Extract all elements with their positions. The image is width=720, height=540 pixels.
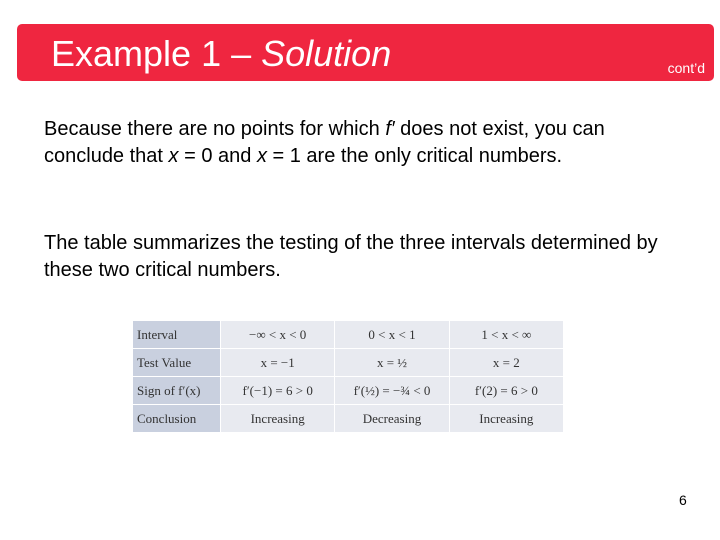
p1-text-2: does not exist, you can conclude that xyxy=(44,118,605,167)
table-cell: Increasing xyxy=(449,405,563,433)
slide-title-italic: Solution xyxy=(261,33,392,74)
table-row xyxy=(133,349,564,377)
table-cell: 0 < x < 1 xyxy=(335,321,449,349)
table-cell: f′(½) = −¾ < 0 xyxy=(335,377,449,405)
table-cell: x = 2 xyxy=(449,349,563,377)
title-bar xyxy=(17,24,714,81)
table-cell: x = ½ xyxy=(335,349,449,377)
row-header: Test Value xyxy=(133,349,221,377)
table-cell: 1 < x < ∞ xyxy=(449,321,563,349)
row-header: Conclusion xyxy=(133,405,221,433)
table-cell: f′(2) = 6 > 0 xyxy=(449,377,563,405)
slide-title-main: Example 1 – xyxy=(51,33,262,74)
row-header: Sign of f′(x) xyxy=(133,377,221,405)
slide-number: 6 xyxy=(679,492,687,508)
p1-text-1: Because there are no points for which xyxy=(44,118,386,140)
table-cell: f′(−1) = 6 > 0 xyxy=(221,377,335,405)
paragraph-table-summary: The table summarizes the testing of the three intervals determined by these two critical numbers. xyxy=(44,232,658,281)
p1-fprime: f′ xyxy=(385,118,395,140)
table-cell: −∞ < x < 0 xyxy=(221,321,335,349)
p1-text-4: = 1 are the only critical numbers. xyxy=(266,145,563,167)
table-cell: Increasing xyxy=(221,405,335,433)
p1-var-x1: x xyxy=(168,145,179,167)
table-cell: Decreasing xyxy=(335,405,449,433)
table-row xyxy=(133,405,564,433)
table-cell: x = −1 xyxy=(221,349,335,377)
p1-var-x2: x xyxy=(256,145,267,167)
paragraph-critical-numbers xyxy=(44,116,684,170)
table-row xyxy=(133,377,564,405)
continued-label: cont’d xyxy=(667,60,705,76)
interval-test-table xyxy=(132,320,564,433)
row-header: Interval xyxy=(133,321,221,349)
slide-title xyxy=(51,33,391,75)
table-row xyxy=(133,321,564,349)
p1-text-3: = 0 and xyxy=(178,145,257,167)
